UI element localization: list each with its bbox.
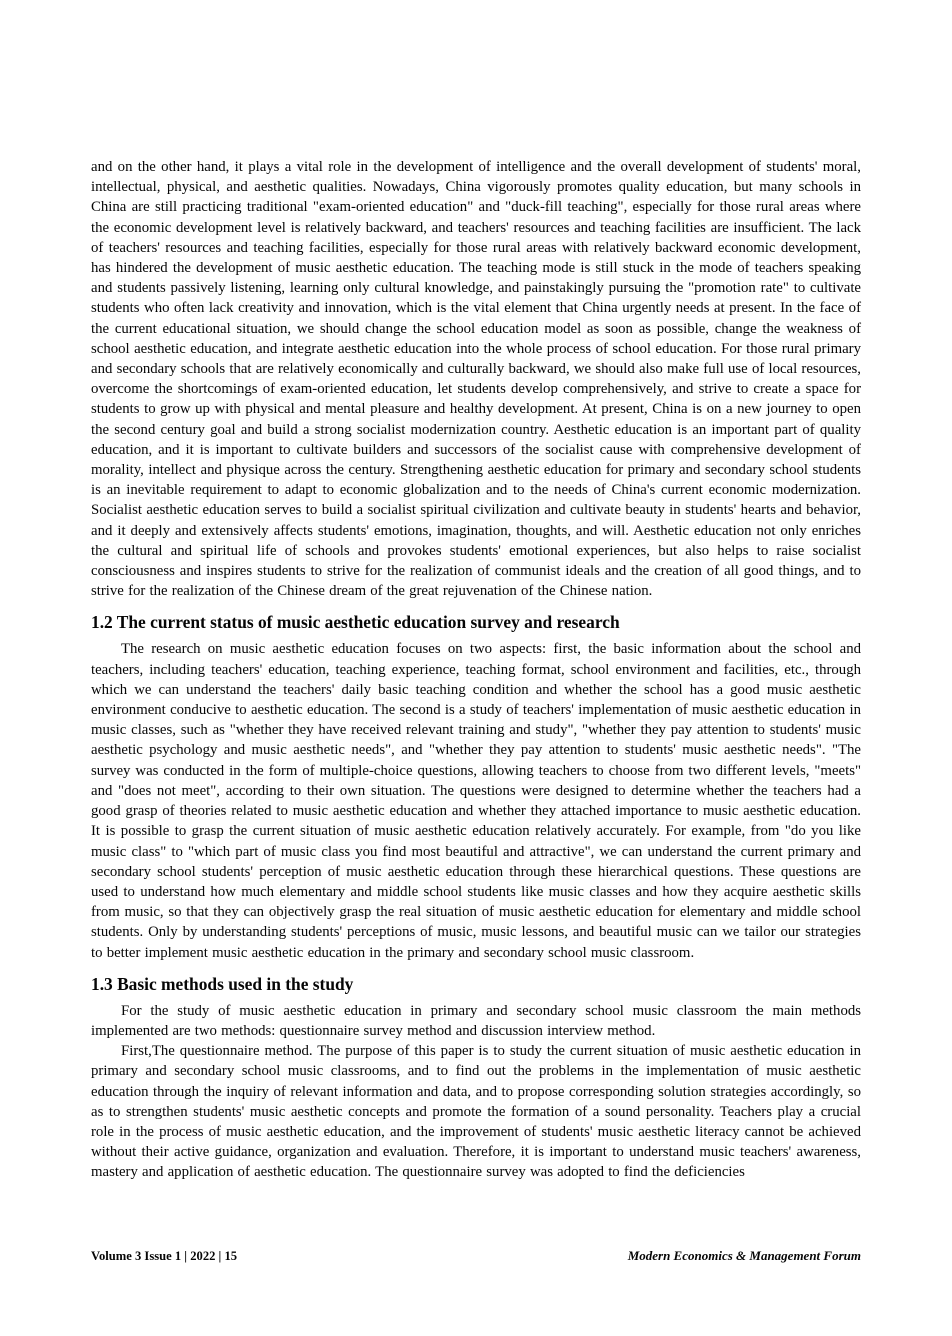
- footer-journal-name: Modern Economics & Management Forum: [627, 1248, 861, 1263]
- paragraph-section-1-3-questionnaire: First,The questionnaire method. The purpose of this paper is to study the current situation of music aesthetic education in primary and secondary school music classrooms, and to find out the problems in the implementation of music aesthetic education through the inquiry of relevant information and data, and to propose corresponding solution strategies accordingly, so as to strengthen students' music aesthetic concepts and promote the formation of a sound personality. Teachers play a crucial role in the process of music aesthetic education, and the improvement of students' music aesthetic literacy cannot be achieved without their active guidance, organization and evaluation. Therefore, it is important to understand music teachers' awareness, mastery and application of aesthetic education. The questionnaire survey was adopted to find the deficiencies: [91, 1043, 861, 1181]
- paragraph-intro-continuation: and on the other hand, it plays a vital role in the development of intelligence and the overall development of students' moral, intellectual, physical, and aesthetic qualities. Nowadays, China vigorously promotes quality education, but many schools in China are still practicing traditional "exam-oriented education" and "duck-fill teaching", especially for those rural areas where the economic development level is relatively backward, and teachers' resources and teaching facilities are insufficient. The lack of teachers' resources and teaching facilities, especially for those rural areas with relatively backward economic development, has hindered the development of music aesthetic education. The teaching mode is still stuck in the mode of teachers speaking and students passively listening, learning only cultural knowledge, and painstakingly pursuing the "promotion rate" to cultivate students who often lack creativity and innovation, which is the vital element that China urgently needs at present. In the face of the current educational situation, we should change the school education model as soon as possible, change the weakness of school aesthetic education, and integrate aesthetic education into the whole process of school education. For those rural primary and secondary schools that are relatively economically and culturally backward, we should also make full use of local resources, overcome the shortcomings of exam-oriented education, let students develop comprehensively, and strive to create a space for students to grow up with physical and mental pleasure and healthy development. At present, China is on a new journey to open the second century goal and build a strong socialist modernization country. Aesthetic education is an important part of quality education, and it is important to cultivate builders and successors of the socialist cause with comprehensive development of morality, intellect and physique across the century. Strengthening aesthetic education for primary and secondary school students is an inevitable requirement to adapt to economic globalization and to the needs of China's current economic modernization. Socialist aesthetic education serves to build a socialist spiritual civilization and cultivate beauty in students' hearts and behavior, and it deeply and extensively affects students' emotions, imagination, thoughts, and will. Aesthetic education not only enriches the cultural and spiritual life of schools and provokes students' emotional experiences, but also helps to raise socialist consciousness and inspires students to strive for the realization of communist ideals and the creation of all good things, and to strive for the realization of the Chinese dream of the great rejuvenation of the Chinese nation.: [91, 159, 861, 600]
- footer-volume-issue-page: Volume 3 Issue 1 | 2022 | 15: [91, 1249, 238, 1263]
- section-heading-1-3: 1.3 Basic methods used in the study: [91, 973, 354, 994]
- paragraph-section-1-3-methods: For the study of music aesthetic education in primary and secondary school music classroom the main methods implemented are two methods: questionnaire survey method and discussion interview method.: [91, 1002, 861, 1039]
- page-footer: [91, 1248, 861, 1264]
- page-content: [91, 157, 861, 1183]
- section-heading-1-2: 1.2 The current status of music aesthetic education survey and research: [91, 612, 620, 633]
- section-1-3: [91, 973, 861, 1183]
- section-1-2: [91, 611, 861, 962]
- paragraph-section-1-2: The research on music aesthetic education focuses on two aspects: first, the basic information about the school and teachers, including teachers' education, teaching experience, teaching format, school environment and facilities, etc., through which we can understand the teachers' daily basic teaching condition and whether the school has a good music aesthetic environment conducive to aesthetic education. The second is a study of teachers' implementation of music aesthetic education in music classes, such as "whether they have received relevant training and study", "whether they pay attention to students' music aesthetic psychology and music aesthetic needs", and "whether they pay attention to students' music aesthetic needs". "The survey was conducted in the form of multiple-choice questions, allowing teachers to choose from two different levels, "meets" and "does not meet", according to their own situation. The questions were designed to determine whether the teachers had a good grasp of theories related to music aesthetic education and whether they attached importance to music aesthetic education. It is possible to grasp the current situation of music aesthetic education relatively accurately. For example, from "do you like music class" to "which part of music class you find most beautiful and attractive", we can understand the current primary and secondary school students' perception of music aesthetic education through these hierarchical questions. These questions are used to understand how much elementary and middle school students like music classes and how they acquire aesthetic skills from music, so that they can objectively grasp the real situation of music aesthetic education for elementary and middle school students. Only by understanding students' perceptions of music, music lessons, and beautiful music can we tailor our strategies to better implement music aesthetic education in the primary and secondary school music classroom.: [91, 641, 861, 961]
